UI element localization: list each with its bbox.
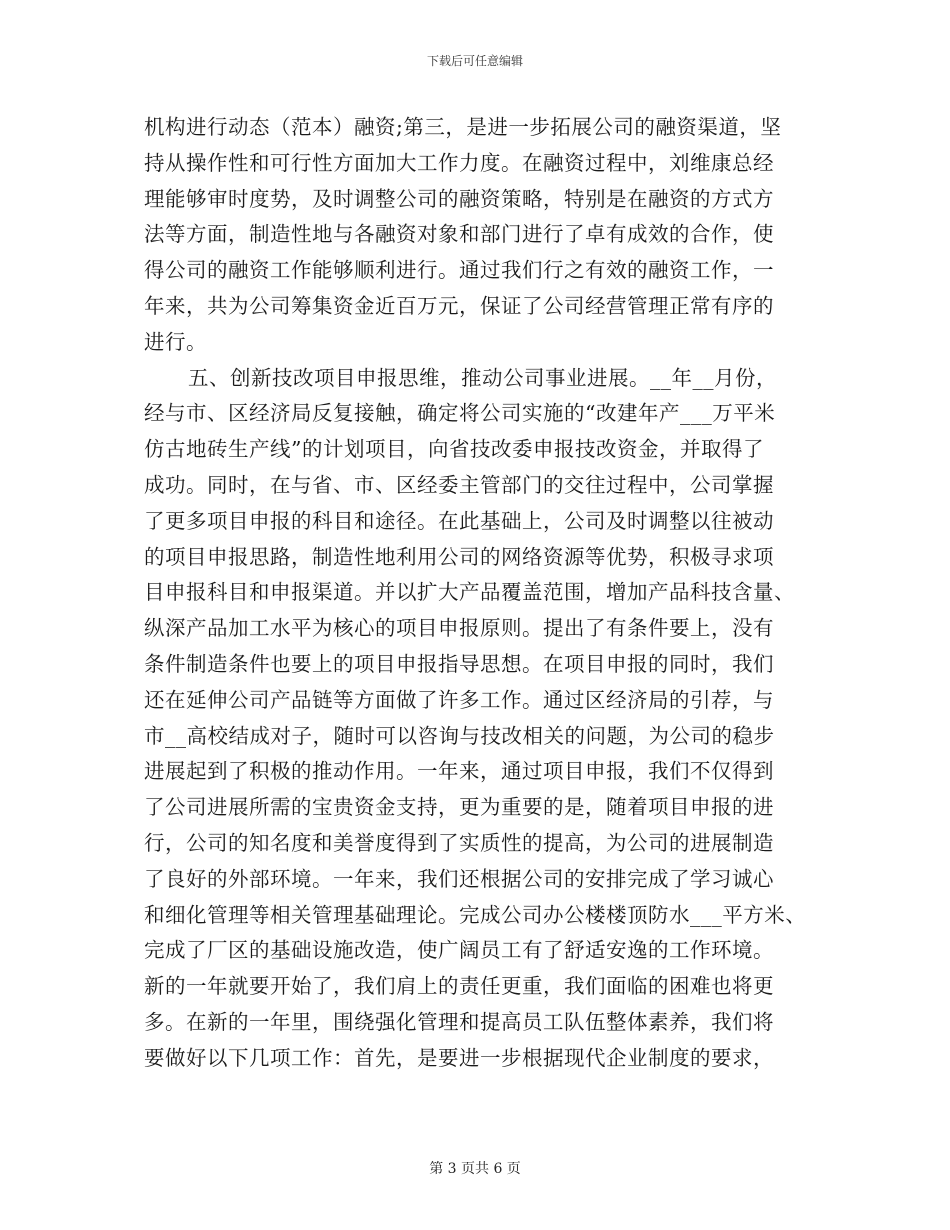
text-line: 新的一年就要开始了，我们肩上的责任更重，我们面临的困难也将更 xyxy=(144,974,774,999)
text-line: 成功。同时，在与省、市、区经委主管部门的交往过程中，公司掌握 xyxy=(144,472,774,497)
text-line: 经与市、区经济局反复接触，确定将公司实施的“改建年产___万平米 xyxy=(144,401,776,426)
text-line: 纵深产品加工水平为核心的项目申报原则。提出了有条件要上，没有 xyxy=(144,616,774,641)
text-line: 五、创新技改项目申报思维，推动公司事业进展。__年__月份， xyxy=(188,365,777,390)
text-line: 进行。 xyxy=(144,329,207,354)
text-line: 机构进行动态（范本）融资;第三，是进一步拓展公司的融资渠道，坚 xyxy=(144,115,782,139)
text-line: 理能够审时度势，及时调整公司的融资策略，特别是在融资的方式方 xyxy=(144,186,774,211)
text-line: 多。在新的一年里，围绕强化管理和提高员工队伍整体素养，我们将 xyxy=(144,1009,774,1034)
text-line: 得公司的融资工作能够顺利进行。通过我们行之有效的融资工作，一 xyxy=(144,258,774,283)
paragraph-2 xyxy=(144,361,807,1077)
text-line: 仿古地砖生产线”的计划项目，向省技改委申报技改资金，并取得了 xyxy=(144,437,764,462)
text-line: 完成了厂区的基础设施改造，使广阔员工有了舒适安逸的工作环境。 xyxy=(144,938,774,963)
text-line: 还在延伸公司产品链等方面做了许多工作。通过区经济局的引荐，与 xyxy=(144,687,774,712)
document-body xyxy=(144,110,807,1077)
text-line: 年来，共为公司筹集资金近百万元，保证了公司经营管理正常有序的 xyxy=(144,293,774,318)
text-line: 条件制造条件也要上的项目申报指导思想。在项目申报的同时，我们 xyxy=(144,651,774,676)
text-line: 法等方面，制造性地与各融资对象和部门进行了卓有成效的合作，使 xyxy=(144,222,774,247)
text-line: 市__高校结成对子，随时可以咨询与技改相关的问题，为公司的稳步 xyxy=(144,723,775,748)
text-line: 进展起到了积极的推动作用。一年来，通过项目申报，我们不仅得到 xyxy=(144,759,774,784)
text-line: 持从操作性和可行性方面加大工作力度。在融资过程中，刘维康总经 xyxy=(144,150,774,175)
text-line: 和细化管理等相关管理基础理论。完成公司办公楼楼顶防水___平方米、 xyxy=(144,902,807,927)
page-footer: 第 3 页共 6 页 xyxy=(429,1161,521,1177)
page-header: 下载后可任意编辑 xyxy=(426,54,523,68)
text-line: 了公司进展所需的宝贵资金支持，更为重要的是，随着项目申报的进 xyxy=(144,795,774,820)
text-line: 行，公司的知名度和美誉度得到了实质性的提高，为公司的进展制造 xyxy=(144,830,774,855)
text-line: 了更多项目申报的科目和途径。在此基础上，公司及时调整以往被动 xyxy=(144,508,774,533)
text-line: 目申报科目和申报渠道。并以扩大产品覆盖范围，增加产品科技含量、 xyxy=(144,580,795,605)
text-line: 的项目申报思路，制造性地利用公司的网络资源等优势，积极寻求项 xyxy=(144,544,774,569)
text-line: 要做好以下几项工作：首先，是要进一步根据现代企业制度的要求， xyxy=(144,1045,774,1070)
paragraph-1 xyxy=(144,110,804,361)
text-line: 了良好的外部环境。一年来，我们还根据公司的安排完成了学习诚心 xyxy=(144,866,774,891)
